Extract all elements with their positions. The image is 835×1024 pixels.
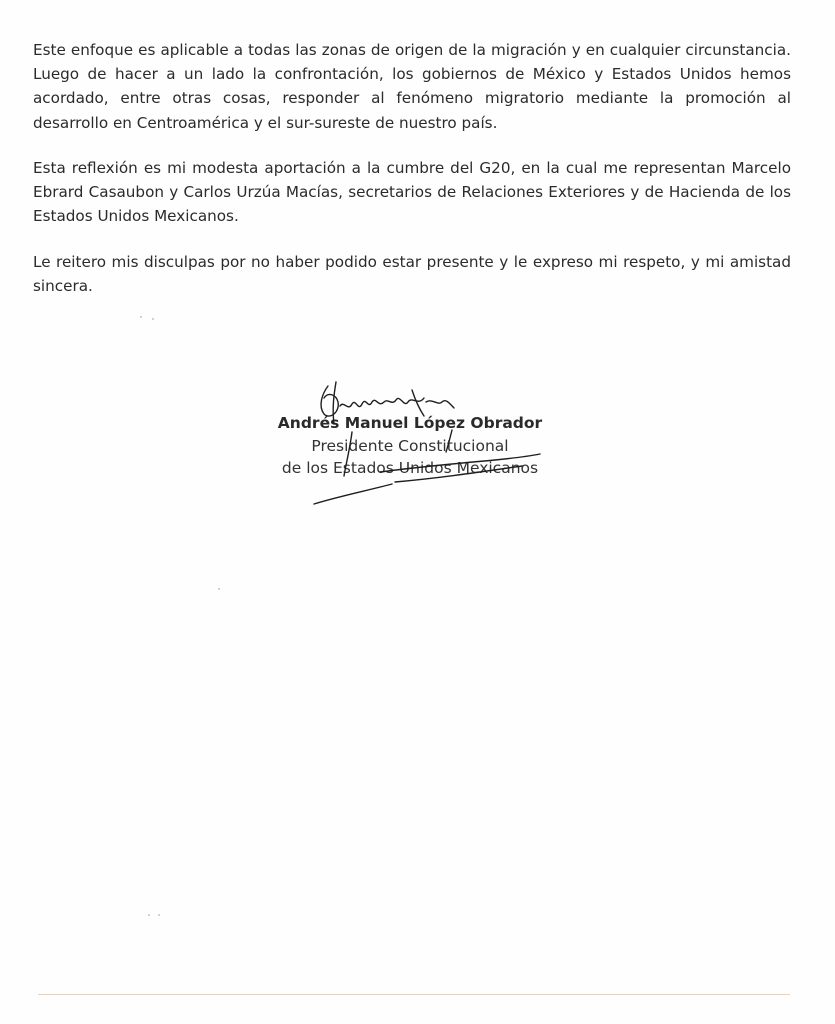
paragraph-migration: Este enfoque es aplicable a todas las zonas de origen de la migración y en cualquier circunstancia. Luego de hacer a un lado la confrontación, los gobiernos de México y Estados Unidos hemos acordado, entre otras cosas, responder al fenómeno migratorio mediante la promoción al desarrollo en Centroamérica y el sur-sureste de nuestro país. bbox=[33, 41, 791, 132]
signatory-title-line1: Presidente Constitucional bbox=[311, 436, 509, 455]
paragraph-g20: Esta reflexión es mi modesta aportación a la cumbre del G20, en la cual me representan Marcelo Ebrard Casaubon y Carlos Urzúa Macías, secretarios de Relaciones Exteriores y de Hacienda de los Estados Unidos Mexicanos. bbox=[33, 159, 791, 226]
signature-block bbox=[240, 412, 580, 480]
scan-speck bbox=[148, 914, 150, 916]
signatory-name: Andrés Manuel López Obrador bbox=[277, 414, 543, 432]
signatory-title-line2: de los Estados Unidos Mexicanos bbox=[281, 459, 539, 477]
scan-speck bbox=[218, 588, 220, 590]
scan-speck bbox=[152, 318, 154, 320]
scan-speck bbox=[140, 316, 142, 318]
footer-divider bbox=[38, 994, 790, 995]
scan-speck bbox=[158, 914, 160, 916]
paragraph-closing: Le reitero mis disculpas por no haber podido estar presente y le expreso mi respeto, y mi amistad sincera. bbox=[33, 253, 791, 296]
